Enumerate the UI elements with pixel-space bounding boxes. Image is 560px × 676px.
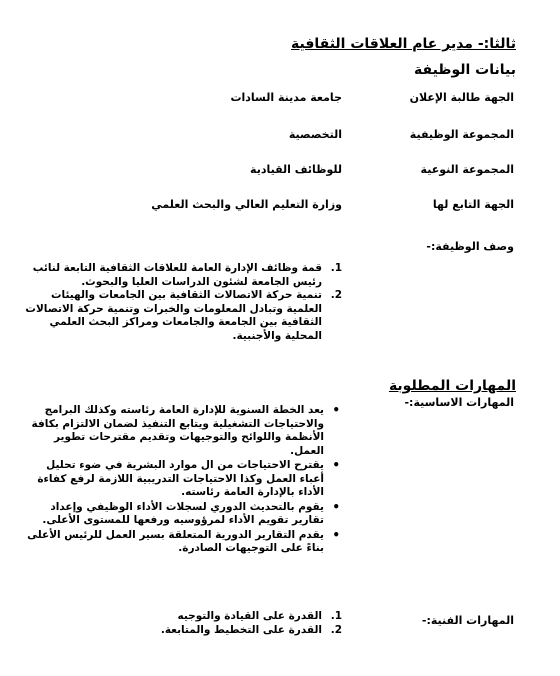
basic-skills-list	[24, 404, 342, 556]
skills-heading: المهارات المطلوبة	[388, 378, 516, 394]
list-item	[24, 529, 342, 556]
list-item-text: قمة وظائف الإدارة العامة للعلاقات الثقافية التابعة لنائب رئيس الجامعة لشئون الدراسات العليا والبحوث.	[32, 262, 322, 288]
field-value: جامعة مدينة السادات	[230, 91, 342, 104]
list-item-number: 2.	[330, 289, 342, 301]
description-label: وصف الوظيفة:-	[426, 240, 514, 253]
field-label: الجهة التابع لها	[432, 198, 514, 211]
list-item-text: القدرة على التخطيط والمتابعة.	[160, 623, 322, 636]
list-item	[24, 501, 342, 528]
field-value: وزارة التعليم العالي والبحث العلمي	[151, 198, 342, 211]
field-row	[0, 91, 560, 107]
list-item-number: 1.	[330, 262, 342, 274]
list-item	[24, 404, 342, 458]
list-item-text: يقترح الاحتياجات من ال موارد البشرية في ضوء تحليل أعباء العمل وكذا الاحتياجات التدريبية اللازمة لرفع كفاءة الأداء بالإدارة العامة رئاسته.	[37, 459, 324, 498]
field-label: المجموعة النوعية	[420, 163, 514, 176]
field-row	[0, 163, 560, 179]
list-item	[24, 459, 342, 500]
field-value: التخصصية	[288, 128, 342, 141]
list-item	[24, 262, 342, 289]
list-item-number: 1.	[330, 610, 342, 622]
list-item	[24, 610, 342, 624]
basic-skills-block	[24, 404, 342, 557]
field-label: الجهة طالبة الإعلان	[409, 91, 514, 104]
list-item-number: 2.	[330, 623, 342, 636]
list-item-text: يعد الخطة السنوية للإدارة العامة رئاسته وكذلك البرامج والاحتياجات التشغيلية ويتابع التنفيذ لضمان الالتزام بكافة الأنظمة واللوائح والتوجيهات وتقديم مقترحات تطوير العمل.	[31, 404, 324, 457]
list-item	[24, 624, 342, 638]
list-item-text: يقدم التقارير الدورية المتعلقة بسير العمل للرئيس الأعلى بناءً على التوجيهات الصادرة.	[27, 528, 324, 554]
field-row	[0, 198, 560, 214]
basic-skills-label: المهارات الاساسية:-	[404, 396, 514, 409]
description-list	[24, 262, 342, 343]
technical-skills-list	[24, 610, 342, 637]
list-item-text: يقوم بالتحديث الدوري لسجلات الأداء الوظيفي وإعداد تقارير تقويم الأداء لمرؤوسيه ورفعها للمستوى الأعلى.	[42, 500, 324, 526]
list-item-text: القدرة على القيادة والتوجيه	[177, 610, 322, 622]
list-item-text: تنمية حركة الاتصالات الثقافية بين الجامعات والهيئات العلمية وتبادل المعلومات والخبرات وتنمية حركة الاتصالات الثقافية بين الجامعة والجامعات ومراكز البحث العلمي المحلية والأجنبية.	[25, 289, 322, 342]
section-title: ثالثا:- مدير عام العلاقات الثقافية	[290, 36, 516, 52]
field-value: للوظائف القيادية	[250, 163, 342, 176]
technical-skills-block	[24, 610, 342, 637]
field-label: المجموعة الوظيفية	[409, 128, 514, 141]
description-list-block	[24, 262, 342, 343]
list-item	[24, 289, 342, 343]
technical-skills-label: المهارات الفنية:-	[421, 614, 514, 627]
job-data-heading: بيانات الوظيفة	[414, 62, 516, 78]
field-row	[0, 128, 560, 144]
